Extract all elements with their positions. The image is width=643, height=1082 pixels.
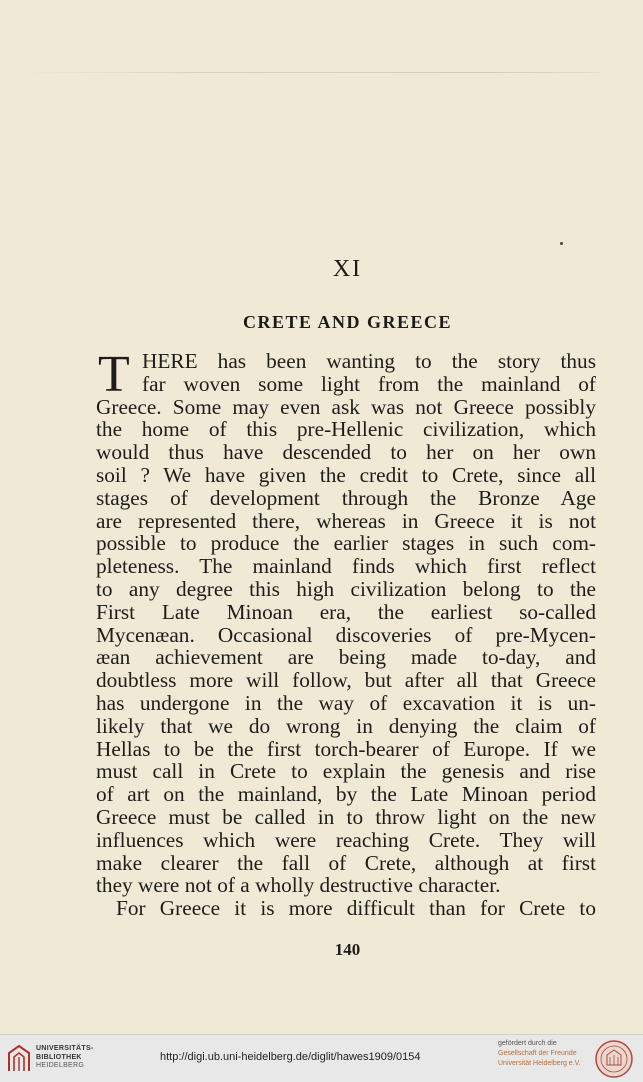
text-line: pleteness. The mainland finds which first reflect	[96, 554, 596, 579]
library-logo-icon	[6, 1043, 32, 1073]
text-line: they were not of a wholly destructive character.	[96, 873, 501, 898]
chapter-title: CRETE AND GREECE	[242, 312, 453, 332]
drop-cap: T	[98, 346, 130, 403]
text-line: has undergone in the way of excavation it is un-	[96, 690, 596, 715]
sponsor-credit	[498, 1039, 581, 1069]
sponsor-org: Universität Heidelberg e.V.	[498, 1060, 581, 1067]
text-line: possible to produce the earlier stages in such com-	[96, 531, 596, 556]
library-name-line: HEIDELBERG	[36, 1062, 85, 1069]
library-name	[36, 1045, 94, 1071]
page-edge-shadow	[20, 72, 600, 73]
text-line: æan achievement are being made to-day, and	[96, 645, 596, 670]
text-line: the home of this pre-Hellenic civilization, which	[96, 417, 596, 442]
library-name-line: BIBLIOTHEK	[36, 1053, 82, 1061]
text-line: likely that we do wrong in denying the claim of	[96, 713, 596, 738]
chapter-number: XI	[332, 256, 363, 282]
library-name-line: UNIVERSITÄTS-	[36, 1045, 94, 1052]
text-line: far woven some light from the mainland of	[142, 371, 596, 396]
permalink-url[interactable]: http://digi.ub.uni-heidelberg.de/diglit/hawes1909/0154	[160, 1051, 421, 1063]
text-line: For Greece it is more difficult than for Crete to	[116, 896, 596, 921]
text-line: Hellas to be the first torch-bearer of Europe. If we	[96, 736, 596, 761]
text-line: soil ? We have given the credit to Crete, since all	[96, 462, 596, 487]
university-seal-icon	[594, 1039, 634, 1079]
text-line: First Late Minoan era, the earliest so-called	[96, 599, 596, 624]
text-line: to any degree this high civilization belong to the	[96, 576, 596, 601]
text-line: are represented there, whereas in Greece it is not	[96, 508, 596, 533]
sponsor-label: gefördert durch die	[498, 1040, 557, 1047]
text-line: doubtless more will follow, but after all that Greece	[96, 668, 596, 693]
sponsor-org: Gesellschaft der Freunde	[498, 1050, 577, 1057]
text-line: make clearer the fall of Crete, although at first	[96, 850, 596, 875]
text-line: would thus have descended to her on her own	[96, 440, 596, 465]
text-line: of art on the mainland, by the Late Minoan period	[96, 782, 596, 807]
text-line: must call in Crete to explain the genesis and rise	[96, 759, 596, 784]
page-number: 140	[334, 940, 361, 959]
text-line: influences which were reaching Crete. They will	[96, 827, 596, 852]
text-line: Mycenæan. Occasional discoveries of pre-Mycen-	[96, 622, 596, 647]
text-line: stages of development through the Bronze Age	[96, 485, 596, 510]
body-text	[96, 346, 596, 921]
text-line: Greece must be called in to throw light on the new	[96, 804, 596, 829]
paper-speck	[560, 242, 563, 245]
digitization-footer	[0, 1034, 643, 1082]
text-line: HERE has been wanting to the story thus	[142, 349, 596, 373]
text-line: Greece. Some may even ask was not Greece possibly	[96, 394, 596, 419]
